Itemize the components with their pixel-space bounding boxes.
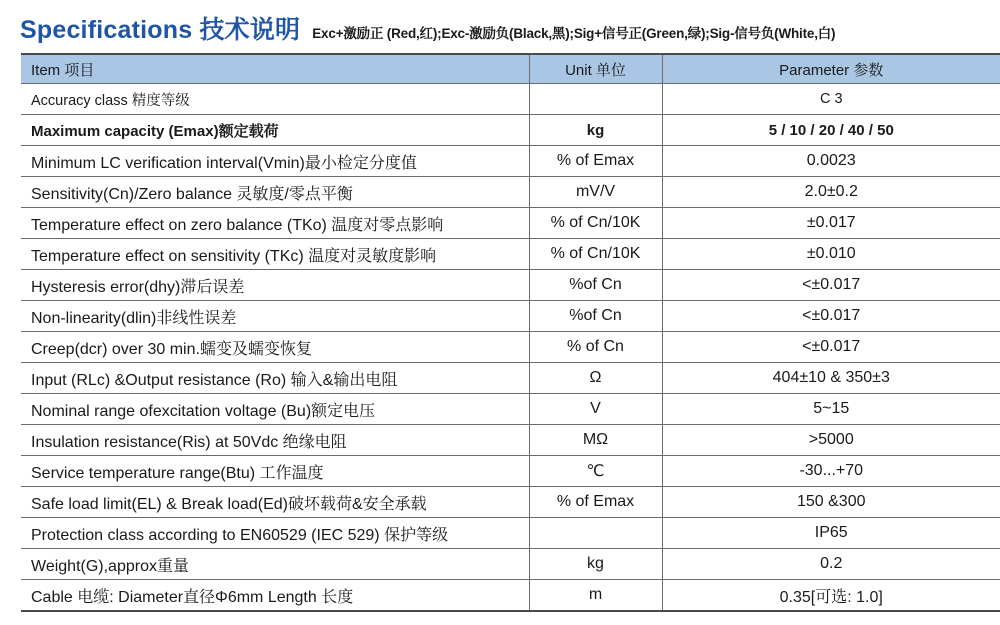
spec-parameter-cell: -30...+70 [662,456,1000,487]
spec-item-cell: Nominal range ofexcitation voltage (Bu)额定电压 [21,394,529,425]
spec-unit-cell: Ω [529,363,662,394]
spec-item-cell: Hysteresis error(dhy)滞后误差 [21,270,529,301]
spec-item-cell: Non-linearity(dlin)非线性误差 [21,301,529,332]
table-header-row [21,54,1000,84]
table-body [21,84,1000,612]
table-row [21,518,1000,549]
spec-unit-cell: m [529,580,662,612]
spec-parameter-cell: ±0.017 [662,208,1000,239]
column-header-item: Item 项目 [21,54,529,84]
spec-parameter-cell: IP65 [662,518,1000,549]
spec-parameter-cell: <±0.017 [662,270,1000,301]
spec-unit-cell: kg [529,549,662,580]
table-row [21,301,1000,332]
spec-unit-cell: %of Cn [529,270,662,301]
table-row [21,84,1000,115]
spec-item-cell: Minimum LC verification interval(Vmin)最小检定分度值 [21,146,529,177]
table-row [21,208,1000,239]
table-row [21,394,1000,425]
spec-unit-cell: % of Cn [529,332,662,363]
spec-item-cell: Protection class according to EN60529 (IEC 529) 保护等级 [21,518,529,549]
table-row [21,456,1000,487]
table-row [21,332,1000,363]
spec-parameter-cell: <±0.017 [662,301,1000,332]
table-row [21,363,1000,394]
spec-item-cell: Sensitivity(Cn)/Zero balance 灵敏度/零点平衡 [21,177,529,208]
table-row [21,239,1000,270]
spec-parameter-cell: 150 &300 [662,487,1000,518]
spec-parameter-cell: C 3 [662,84,1000,115]
spec-item-cell: Insulation resistance(Ris) at 50Vdc 绝缘电阻 [21,425,529,456]
spec-item-cell: Accuracy class 精度等级 [21,84,529,115]
spec-item-cell: Creep(dcr) over 30 min.蠕变及蠕变恢复 [21,332,529,363]
table-row [21,115,1000,146]
spec-unit-cell: % of Emax [529,146,662,177]
spec-unit-cell: ℃ [529,456,662,487]
spec-unit-cell: kg [529,115,662,146]
table-row [21,580,1000,612]
table-row [21,177,1000,208]
spec-parameter-cell: 2.0±0.2 [662,177,1000,208]
page-title: Specifications 技术说明 [20,16,301,44]
table-row [21,549,1000,580]
spec-item-cell: Service temperature range(Btu) 工作温度 [21,456,529,487]
table-row [21,146,1000,177]
spec-unit-cell: mV/V [529,177,662,208]
spec-parameter-cell: 5 / 10 / 20 / 40 / 50 [662,115,1000,146]
spec-parameter-cell: 404±10 & 350±3 [662,363,1000,394]
specifications-table [21,53,1000,612]
wiring-legend: Exc+激励正 (Red,红);Exc-激励负(Black,黑);Sig+信号正(Green,绿);Sig-信号负(White,白) [312,26,836,41]
spec-item-cell: Maximum capacity (Emax)额定载荷 [21,115,529,146]
spec-parameter-cell: <±0.017 [662,332,1000,363]
table-row [21,487,1000,518]
spec-unit-cell: MΩ [529,425,662,456]
column-header-unit: Unit 单位 [529,54,662,84]
spec-item-cell: Input (RLc) &Output resistance (Ro) 输入&输出电阻 [21,363,529,394]
spec-unit-cell [529,84,662,115]
spec-unit-cell: V [529,394,662,425]
spec-unit-cell: %of Cn [529,301,662,332]
spec-parameter-cell: 0.2 [662,549,1000,580]
table-row [21,425,1000,456]
spec-unit-cell: % of Cn/10K [529,208,662,239]
spec-item-cell: Safe load limit(EL) & Break load(Ed)破坏载荷&安全承载 [21,487,529,518]
column-header-parameter: Parameter 参数 [662,54,1000,84]
spec-item-cell: Temperature effect on zero balance (TKo) 温度对零点影响 [21,208,529,239]
spec-item-cell: Temperature effect on sensitivity (TKc) 温度对灵敏度影响 [21,239,529,270]
spec-parameter-cell: 5~15 [662,394,1000,425]
spec-item-cell: Weight(G),approx重量 [21,549,529,580]
spec-unit-cell [529,518,662,549]
table-row [21,270,1000,301]
spec-parameter-cell: ±0.010 [662,239,1000,270]
spec-parameter-cell: >5000 [662,425,1000,456]
spec-unit-cell: % of Cn/10K [529,239,662,270]
spec-parameter-cell: 0.35[可选: 1.0] [662,580,1000,612]
spec-header [20,10,835,50]
spec-item-cell: Cable 电缆: Diameter直径Φ6mm Length 长度 [21,580,529,612]
spec-unit-cell: % of Emax [529,487,662,518]
spec-parameter-cell: 0.0023 [662,146,1000,177]
